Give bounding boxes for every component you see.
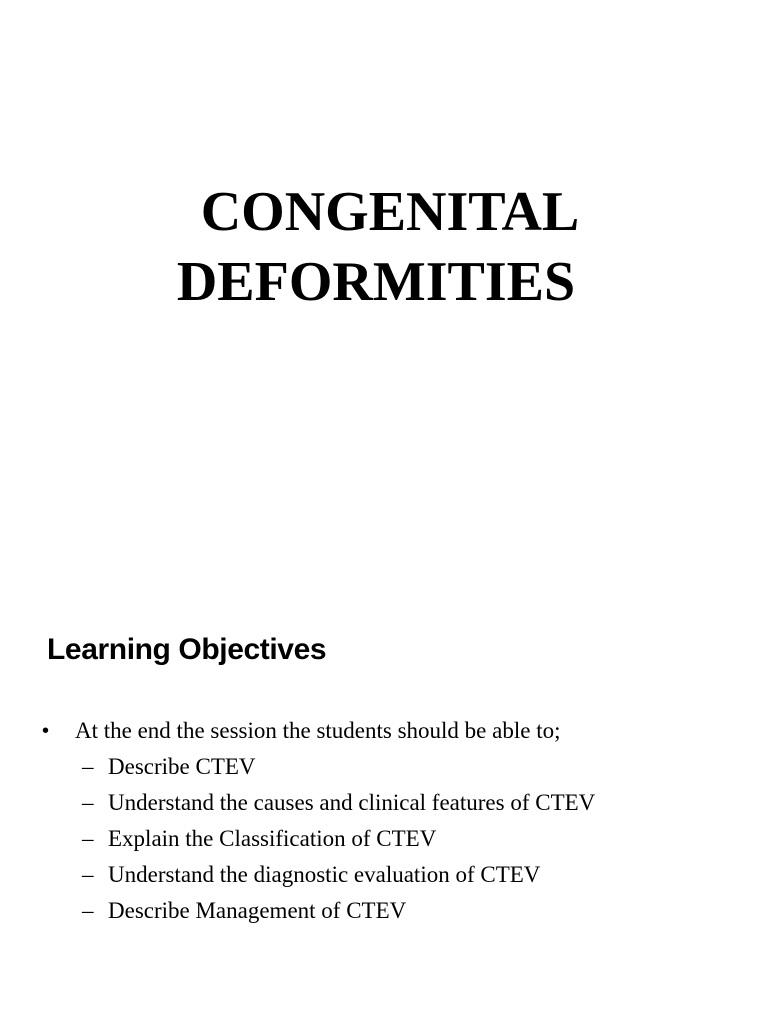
objectives-list <box>42 713 742 929</box>
objective-text: Understand the diagnostic evaluation of CTEV <box>108 862 541 887</box>
bullet-icon: • <box>42 720 50 742</box>
dash-icon: – <box>82 754 94 779</box>
slide-title-line-1: CONGENITAL <box>200 181 580 243</box>
objective-text: Describe CTEV <box>108 754 256 779</box>
objective-text: Explain the Classification of CTEV <box>108 826 437 851</box>
learning-objectives-heading: Learning Objectives <box>47 633 327 666</box>
list-item <box>82 785 742 821</box>
objectives-intro-text: At the end the session the students should be able to; <box>75 718 561 743</box>
objectives-intro-item <box>42 713 742 929</box>
list-item <box>82 821 742 857</box>
dash-icon: – <box>82 790 94 815</box>
objectives-sub-list <box>42 749 742 929</box>
dash-icon: – <box>82 898 94 923</box>
list-item <box>82 893 742 929</box>
objective-text: Understand the causes and clinical features of CTEV <box>108 790 596 815</box>
dash-icon: – <box>82 826 94 851</box>
list-item <box>82 749 742 785</box>
dash-icon: – <box>82 862 94 887</box>
bullet-row <box>42 713 742 749</box>
objective-text: Describe Management of CTEV <box>108 898 407 923</box>
slide-title <box>0 177 768 317</box>
slide-title-line-2: DEFORMITIES <box>176 251 576 313</box>
list-item <box>82 857 742 893</box>
